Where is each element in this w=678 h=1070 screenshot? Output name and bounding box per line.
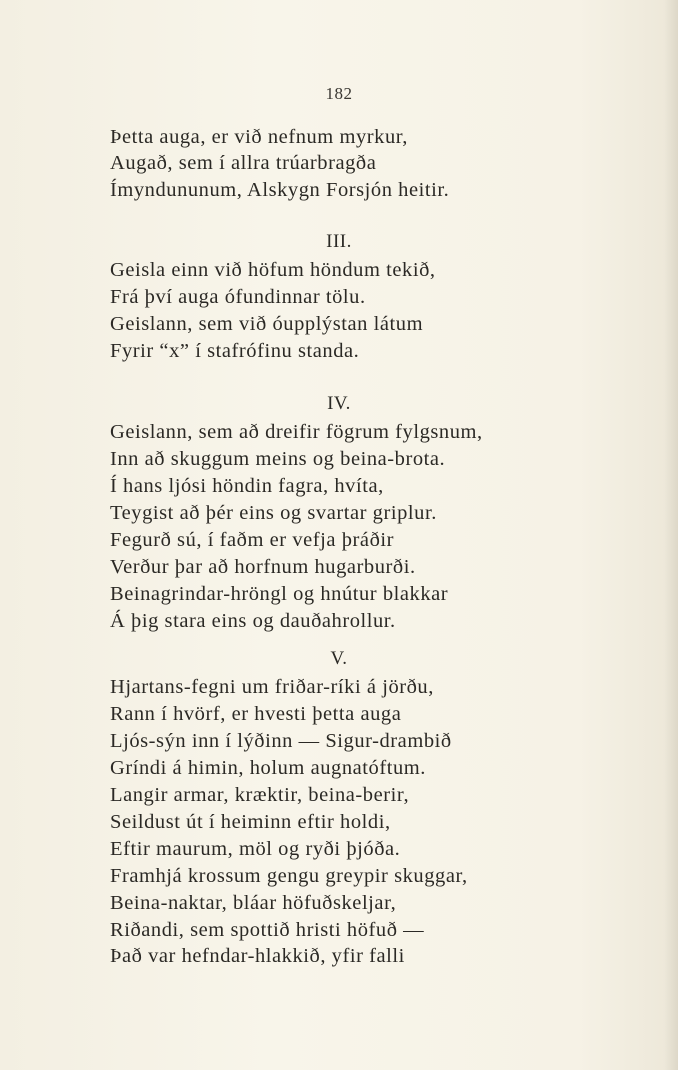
poem-line: Beina-naktar, bláar höfuðskeljar,	[110, 892, 397, 914]
poem-line: Á þig stara eins og dauðahrollur.	[110, 610, 396, 632]
poem-line: Ljós-sýn inn í lýðinn — Sigur-drambið	[110, 730, 452, 752]
section-heading-iii: III.	[326, 231, 352, 252]
section-heading-v: V.	[330, 648, 348, 669]
poem-line: Frá því auga ófundinnar tölu.	[110, 286, 366, 308]
poem-line: Í hans ljósi höndin fagra, hvíta,	[110, 475, 384, 497]
poem-line: Riðandi, sem spottið hristi höfuð —	[110, 919, 425, 941]
section-heading-iv: IV.	[327, 393, 351, 414]
poem-line: Geisla einn við höfum höndum tekið,	[110, 259, 436, 281]
poem-line: Það var hefndar-hlakkið, yfir falli	[110, 945, 405, 967]
poem-line: Geislann, sem að dreifir fögrum fylgsnum,	[110, 421, 483, 443]
poem-line: Ímyndununum, Alskygn Forsjón heitir.	[110, 179, 450, 201]
poem-line: Augað, sem í allra trúarbragða	[110, 152, 377, 174]
poem-line: Beinagrindar-hröngl og hnútur blakkar	[110, 583, 449, 605]
poem-line: Geislann, sem við óupplýstan látum	[110, 313, 424, 335]
poem-line: Þetta auga, er við nefnum myrkur,	[110, 126, 408, 148]
page-edge-shadow	[664, 0, 678, 1070]
poem-line: Seildust út í heiminn eftir holdi,	[110, 811, 391, 833]
poem-line: Hjartans-fegni um friðar-ríki á jörðu,	[110, 676, 434, 698]
poem-line: Gríndi á himin, holum augnatóftum.	[110, 757, 426, 779]
poem-line: Fegurð sú, í faðm er vefja þráðir	[110, 529, 394, 551]
poem-line: Verður þar að horfnum hugarburði.	[110, 556, 416, 578]
poem-line: Teygist að þér eins og svartar griplur.	[110, 502, 437, 524]
poem-line: Framhjá krossum gengu greypir skuggar,	[110, 865, 468, 887]
page-number: 182	[325, 84, 353, 103]
poem-line: Langir armar, kræktir, beina-berir,	[110, 784, 410, 806]
poem-line: Fyrir “x” í stafrófinu standa.	[110, 340, 360, 362]
poem-line: Inn að skuggum meins og beina-brota.	[110, 448, 446, 470]
poem-line: Eftir maurum, möl og ryði þjóða.	[110, 838, 401, 860]
poem-line: Rann í hvörf, er hvesti þetta auga	[110, 703, 402, 725]
